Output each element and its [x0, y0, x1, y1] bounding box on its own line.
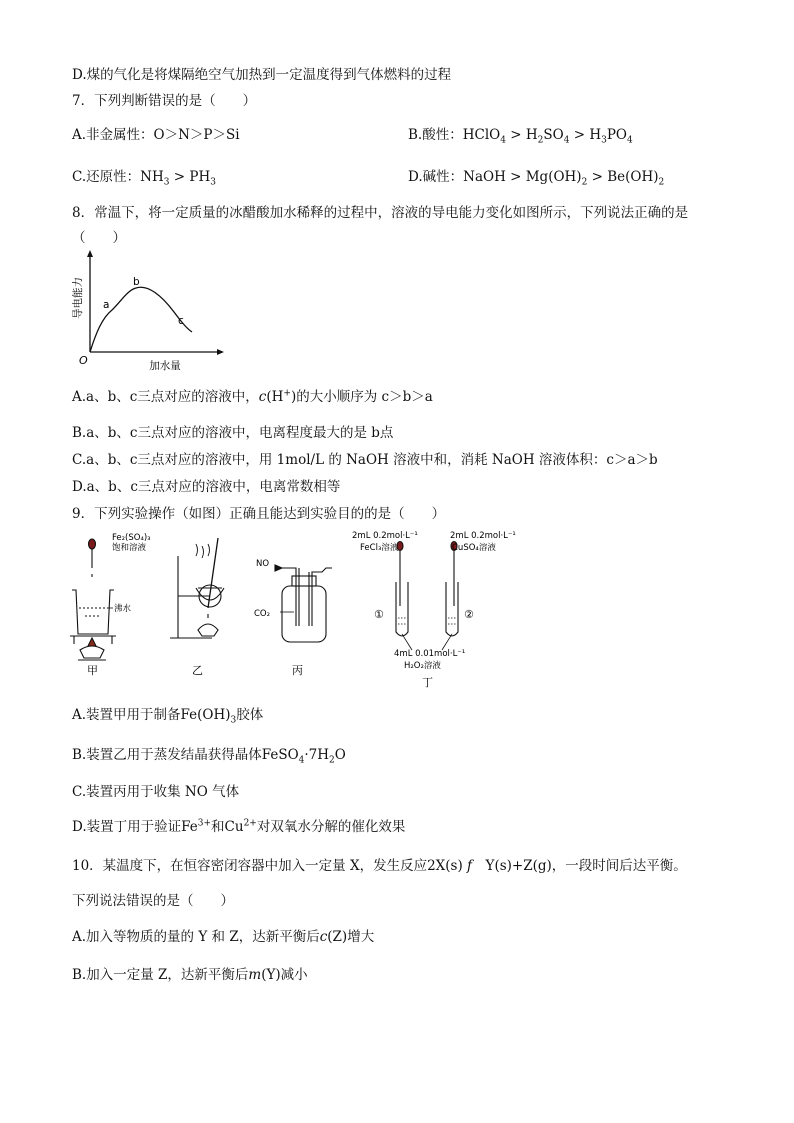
q9-label-ding: 丁: [422, 676, 433, 689]
q9-option-a: [72, 706, 263, 724]
q9-option-d-mid: 和: [211, 819, 225, 835]
q10-option-b-suffix: 减小: [280, 967, 308, 983]
q10-option-a-formula: c(Z): [319, 929, 348, 945]
q10-option-b: [72, 966, 308, 984]
q7-option-b-formula: HClO$_4$ > $H_2SO_4 > H_3PO_4$: [462, 127, 633, 146]
q9-ding-right-top: 2mL 0.2mol·L⁻¹: [450, 531, 516, 541]
q6-option-d: D.煤的气化是将煤隔绝空气加热到一定温度得到气体燃料的过程: [72, 67, 452, 83]
q9-bing-gas-fill: CO₂: [254, 609, 271, 619]
q7-option-d-formula: NaOH > $Mg(OH)_2 > Be(OH)_2$: [463, 169, 665, 188]
q9-label-bing: 丙: [292, 664, 303, 677]
q9-ding-liquid: [398, 618, 456, 624]
q9-jia-reagent-1: Fe₂(SO₄)₃: [112, 533, 151, 543]
q9-jia-reagent-2: 饱和溶液: [112, 543, 147, 553]
q9-option-d-prefix: D.装置丁用于验证: [72, 819, 182, 835]
q8-point-c: c: [178, 315, 184, 327]
q9-jia-water: 沸水: [114, 604, 132, 614]
q7-option-c-label: C.还原性：: [72, 169, 141, 185]
q8-option-a-prefix: A.a、b、c三点对应的溶液中，: [72, 389, 259, 405]
q8-option-d: D.a、b、c三点对应的溶液中，电离常数相等: [72, 479, 341, 495]
q8-point-b: b: [133, 276, 140, 288]
q9-apparatus-ding: [396, 542, 458, 651]
q9-ding-left-top: 2mL 0.2mol·L⁻¹: [352, 531, 418, 541]
q8-stem-line1: 8．常温下，将一定质量的冰醋酸加水稀释的过程中，溶液的导电能力变化如图所示，下列说法正确的是: [72, 205, 689, 221]
q9-apparatus-yi: [170, 538, 224, 638]
q9-ding-bottom-2: H₂O₂溶液: [404, 661, 441, 671]
q9-label-yi: 乙: [192, 664, 203, 677]
q9-apparatus-jia: [70, 539, 116, 660]
q9-apparatus-bing: [275, 565, 332, 642]
q10-stem-line2: 下列说法错误的是（ ）: [72, 893, 234, 909]
q9-option-d-ion-2: $Cu^{2+}$: [224, 818, 257, 835]
q10-option-a: [72, 928, 374, 946]
q7-option-c: [72, 168, 216, 186]
q9-stem: 9．下列实验操作（如图）正确且能达到实验目的的是（ ）: [72, 506, 446, 522]
q9-ding-right-reagent: CuSO₄溶液: [452, 543, 496, 553]
q8-option-b: B.a、b、c三点对应的溶液中，电离程度最大的是 b点: [72, 425, 394, 441]
q8-option-a-suffix: 的大小顺序为 c＞b＞a: [296, 389, 433, 405]
q10-reaction: 2X(s) f Y(s)+Z(g): [427, 858, 552, 874]
q8-conductivity-graph: [70, 248, 230, 373]
q10-stem-suffix: ，一段时间后达平衡。: [551, 858, 687, 874]
q7-option-b: [408, 126, 633, 144]
q10-stem: [72, 857, 687, 875]
q9-bing-gas-in: NO: [256, 559, 270, 569]
q8-x-arrow: [217, 349, 224, 355]
q9-ding-bottom-1: 4mL 0.01mol·L⁻¹: [394, 649, 466, 659]
q9-option-d-suffix: 对双氧水分解的催化效果: [256, 819, 406, 835]
q9-ding-num-2: ②: [464, 608, 474, 621]
q7-option-b-label: B.酸性：: [408, 127, 463, 143]
q8-ylabel: 导电能力: [72, 277, 84, 319]
q7-option-a: A.非金属性：O＞N＞P＞Si: [72, 127, 240, 143]
q10-option-a-suffix: 增大: [347, 929, 375, 945]
q9-option-a-formula: $Fe(OH)_3$: [180, 707, 237, 726]
q10-stem-prefix: 10．某温度下，在恒容密闭容器中加入一定量 X，发生反应: [72, 858, 428, 874]
q9-apparatus-figure: [70, 526, 540, 692]
q9-option-b-formula: $FeSO_4\cdot 7H_2O$: [261, 747, 346, 766]
q8-y-arrow: [87, 250, 93, 257]
q9-option-d: [72, 818, 405, 836]
q8-point-a: a: [103, 299, 110, 311]
q7-option-d-label: D.碱性：: [408, 169, 464, 185]
q9-option-a-suffix: 胶体: [236, 707, 264, 723]
q9-ding-left-reagent: FeCl₃溶液: [360, 543, 399, 553]
q9-label-jia: 甲: [87, 664, 98, 677]
q8-xlabel: 加水量: [149, 360, 181, 372]
q8-curve: [90, 287, 192, 352]
q7-option-d: [408, 168, 664, 186]
q9-option-b-prefix: B.装置乙用于蒸发结晶获得晶体: [72, 747, 262, 763]
q8-option-c: C.a、b、c三点对应的溶液中，用 1mol/L 的 NaOH 溶液中和，消耗 NaOH 溶液体积：c＞a＞b: [72, 452, 658, 468]
q9-option-b: [72, 746, 346, 764]
q8-stem-line2: （ ）: [72, 230, 126, 246]
q10-option-b-prefix: B.加入一定量 Z，达新平衡后: [72, 967, 249, 983]
q9-option-d-ion-1: $Fe^{3+}$: [181, 818, 212, 835]
q8-option-a-formula: c(H+): [258, 388, 297, 405]
q7-stem: 7．下列判断错误的是（ ）: [72, 93, 257, 109]
q8-origin: O: [79, 354, 88, 367]
q8-option-a: [72, 388, 433, 406]
q9-ding-num-1: ①: [374, 608, 384, 621]
q7-option-c-formula: $NH_3 > PH_3$: [140, 169, 216, 188]
q10-option-a-prefix: A.加入等物质的量的 Y 和 Z，达新平衡后: [72, 929, 320, 945]
q10-option-b-formula: m(Y): [248, 967, 281, 983]
q9-option-a-prefix: A.装置甲用于制备: [72, 707, 181, 723]
q9-option-c: C.装置丙用于收集 NO 气体: [72, 784, 240, 800]
